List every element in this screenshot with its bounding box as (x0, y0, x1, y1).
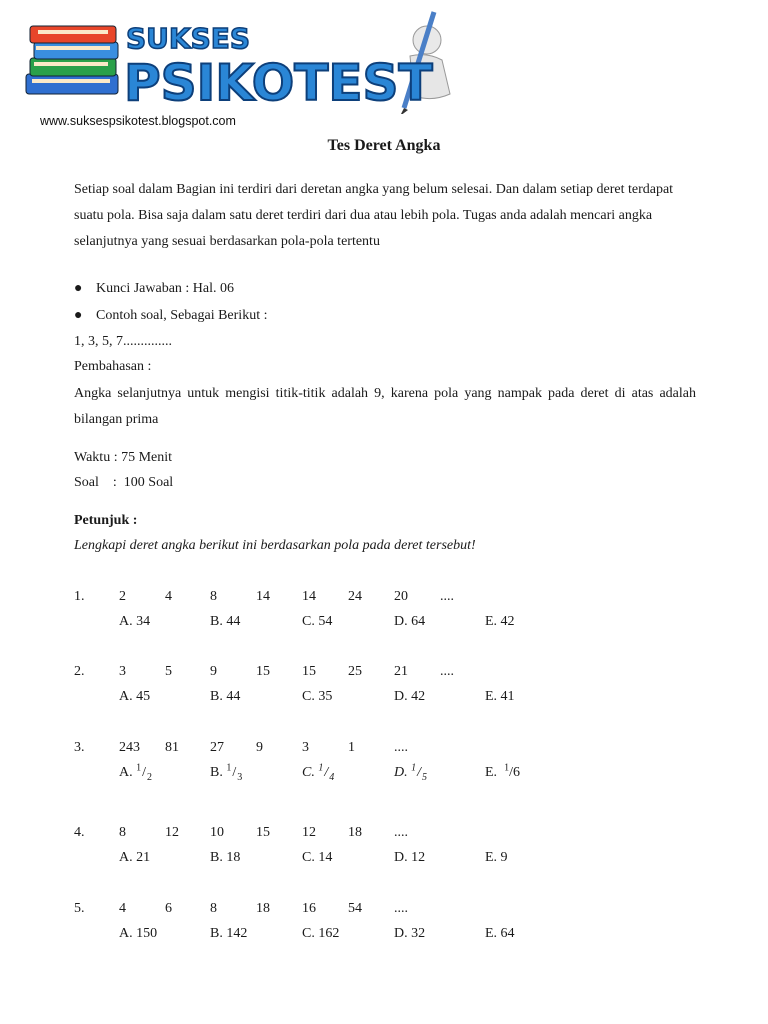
option-letter: D. (394, 765, 408, 780)
sequence-item: 25 (348, 664, 362, 679)
option-c: C. 35 (302, 689, 333, 704)
option-b: B. 18 (210, 850, 241, 865)
question-number: 1. (74, 589, 85, 604)
fraction-denominator: 4 (329, 771, 335, 783)
explanation-text: Angka selanjutnya untuk mengisi titik-titik adalah 9, karena pola yang nampak pada deret di atas adalah bilangan prima (74, 386, 696, 427)
bullet-answer-key (74, 281, 234, 297)
option-d: D. 64 (394, 614, 426, 629)
explanation-label: Pembahasan : (74, 359, 152, 374)
option-e: E. 41 (485, 689, 515, 704)
option-e: E. 42 (485, 614, 515, 629)
sequence-item: 9 (256, 740, 263, 755)
count-info: Soal : 100 Soal (74, 475, 174, 490)
option-e: E. 64 (485, 926, 515, 941)
option-a: A. 21 (119, 850, 151, 865)
sequence-item: .... (440, 589, 454, 604)
bullet-text: Contoh soal, Sebagai Berikut : (96, 308, 268, 323)
fraction-numerator: 1 (411, 762, 417, 774)
option-d: D. 42 (394, 689, 426, 704)
sequence-item: 14 (256, 589, 270, 604)
bullet-icon: ● (74, 281, 83, 296)
fraction-denominator: 3 (237, 771, 243, 783)
option-c: C. 14 (302, 850, 333, 865)
option-c: C. 54 (302, 614, 333, 629)
sequence-item: 2 (119, 589, 126, 604)
instructions-label: Petunjuk : (74, 513, 138, 528)
sequence-item: 4 (119, 901, 126, 916)
fraction-denominator: 6 (512, 765, 520, 780)
sequence-item: 15 (256, 825, 270, 840)
sequence-item: 81 (165, 740, 179, 755)
sequence-item: 10 (210, 825, 224, 840)
fraction-numerator: 1 (226, 762, 232, 774)
option-b: B. 142 (210, 926, 248, 941)
question-number: 5. (74, 901, 85, 916)
option-letter: C. (302, 765, 315, 780)
sequence-item: 21 (394, 664, 408, 679)
sequence-item: 20 (394, 589, 408, 604)
example-sequence: 1, 3, 5, 7.............. (74, 334, 172, 349)
sequence-item: .... (394, 825, 408, 840)
page-title: Tes Deret Angka (327, 137, 441, 154)
sequence-item: 8 (119, 825, 126, 840)
sequence-item: 14 (302, 589, 316, 604)
question-number: 2. (74, 664, 85, 679)
sequence-item: 243 (119, 740, 140, 755)
instructions-text: Lengkapi deret angka berikut ini berdasarkan pola pada deret tersebut! (74, 538, 476, 553)
sequence-item: 54 (348, 901, 362, 916)
question-number: 3. (74, 740, 85, 755)
option-d: D. 32 (394, 926, 426, 941)
sequence-item: 16 (302, 901, 316, 916)
sequence-item: 3 (119, 664, 126, 679)
sequence-item: 27 (210, 740, 224, 755)
logo-bottom-text: PSIKOTEST (124, 54, 433, 112)
sequence-item: 8 (210, 589, 217, 604)
option-a: A. 34 (119, 614, 151, 629)
option-a: A. $^1/_2$ (119, 762, 153, 783)
logo (22, 4, 492, 136)
time-info: Waktu : 75 Menit (74, 450, 173, 465)
sequence-item: 8 (210, 901, 217, 916)
fraction-denominator: 5 (422, 771, 428, 783)
sequence-item: 5 (165, 664, 172, 679)
bullet-icon: ● (74, 308, 83, 323)
sequence-item: 18 (256, 901, 270, 916)
sequence-item: 1 (348, 740, 355, 755)
option-a: A. 45 (119, 689, 151, 704)
sequence-item: 12 (302, 825, 316, 840)
sequence-item: 3 (302, 740, 309, 755)
option-b: B. 44 (210, 614, 241, 629)
question-number: 4. (74, 825, 85, 840)
sequence-item: 6 (165, 901, 172, 916)
option-letter: E. (485, 765, 498, 780)
sequence-item: 12 (165, 825, 179, 840)
sequence-item: 9 (210, 664, 217, 679)
option-letter: B. (210, 765, 223, 780)
fraction-numerator: 1 (136, 762, 142, 774)
option-d: D. 12 (394, 850, 426, 865)
option-c: C. $^1/_4$ (302, 762, 335, 783)
sequence-item: .... (440, 664, 454, 679)
sequence-item: 18 (348, 825, 362, 840)
bullet-text: Kunci Jawaban : Hal. 06 (96, 281, 235, 296)
sequence-item: 15 (302, 664, 316, 679)
sequence-item: 15 (256, 664, 270, 679)
blog-url: www.suksespsikotest.blogspot.com (40, 114, 236, 128)
fraction-numerator: 1 (504, 762, 510, 774)
sequence-item: 24 (348, 589, 362, 604)
fraction-denominator: 2 (147, 771, 153, 783)
option-d: D. $^1/_5$ (394, 762, 428, 783)
logo-top-text: SUKSES (126, 22, 251, 55)
fraction-numerator: 1 (318, 762, 324, 774)
option-letter: A. (119, 765, 133, 780)
sequence-item: 4 (165, 589, 172, 604)
intro-paragraph: Setiap soal dalam Bagian ini terdiri dari deretan angka yang belum selesai. Dan dalam setiap deret terdapat suatu pola. Bisa saja dalam satu deret terdiri dari dua atau lebih pola. Tugas anda adalah mencari angka selanjutnya yang sesuai berdasarkan pola-pola tertentu (74, 182, 674, 249)
option-c: C. 162 (302, 926, 340, 941)
bullet-example (74, 308, 267, 324)
sequence-item: .... (394, 740, 408, 755)
option-e: E. 9 (485, 850, 508, 865)
sequence-item: .... (394, 901, 408, 916)
option-a: A. 150 (119, 926, 158, 941)
option-b: B. $^1/_3$ (210, 762, 243, 783)
option-b: B. 44 (210, 689, 241, 704)
option-e: E. $^1$/6 (485, 762, 520, 780)
logo-wordmark (22, 4, 492, 114)
